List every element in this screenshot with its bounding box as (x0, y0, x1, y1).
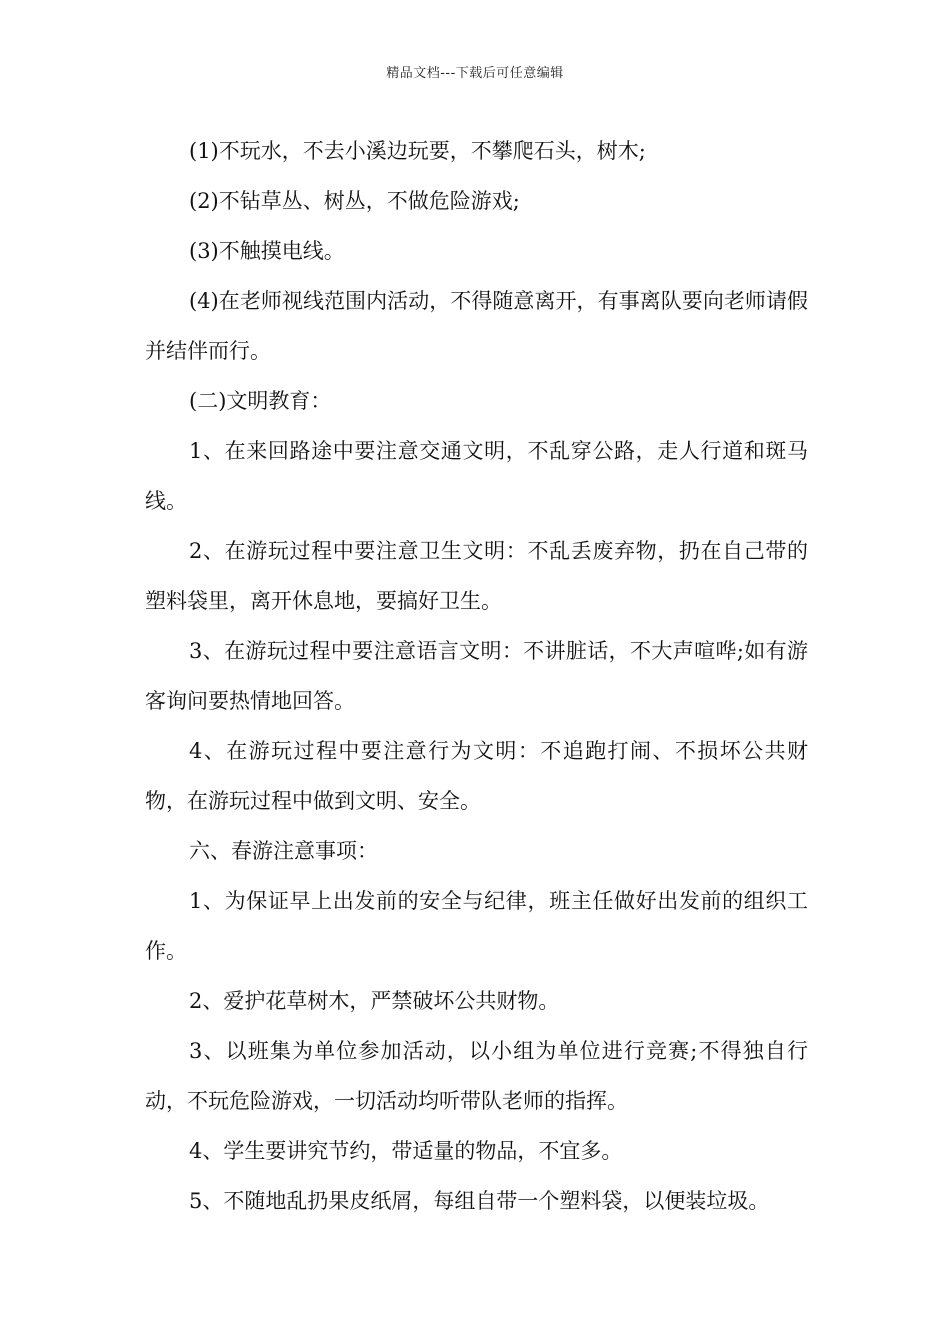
paragraph-note-3: 3、以班集为单位参加活动，以小组为单位进行竞赛;不得独自行动，不玩危险游戏，一切活动均听带队老师的指挥。 (145, 1039, 808, 1113)
paragraph-civility-3: 3、在游玩过程中要注意语言文明：不讲脏话，不大声喧哗;如有游客询问要热情地回答。 (145, 639, 808, 713)
document-body (145, 126, 808, 1226)
paragraph-civility-1: 1、在来回路途中要注意交通文明，不乱穿公路，走人行道和斑马线。 (145, 439, 808, 513)
paragraph-note-5: 5、不随地乱扔果皮纸屑，每组自带一个塑料袋，以便装垃圾。 (189, 1189, 770, 1213)
paragraph-note-4: 4、学生要讲究节约，带适量的物品，不宜多。 (189, 1139, 623, 1163)
paragraph-civility-4: 4、在游玩过程中要注意行为文明：不追跑打闹、不损坏公共财物，在游玩过程中做到文明、安全。 (145, 739, 808, 813)
paragraph-rule-1: (1)不玩水，不去小溪边玩要，不攀爬石头，树木; (189, 139, 646, 163)
paragraph-rule-2: (2)不钻草丛、树丛，不做危险游戏; (189, 189, 520, 213)
section-heading-civility: (二)文明教育： (189, 389, 332, 413)
paragraph-note-2: 2、爱护花草树木，严禁破坏公共财物。 (189, 989, 560, 1013)
paragraph-civility-2: 2、在游玩过程中要注意卫生文明：不乱丢废弃物，扔在自己带的塑料袋里，离开休息地，要搞好卫生。 (145, 539, 808, 613)
section-heading-notes: 六、春游注意事项： (189, 839, 378, 863)
paragraph-rule-4: (4)在老师视线范围内活动，不得随意离开，有事离队要向老师请假并结伴而行。 (145, 289, 808, 363)
page-header: 精品文档---下载后可任意编辑 (386, 66, 564, 81)
paragraph-rule-3: (3)不触摸电线。 (189, 239, 345, 263)
paragraph-note-1: 1、为保证早上出发前的安全与纪律，班主任做好出发前的组织工作。 (145, 889, 808, 963)
